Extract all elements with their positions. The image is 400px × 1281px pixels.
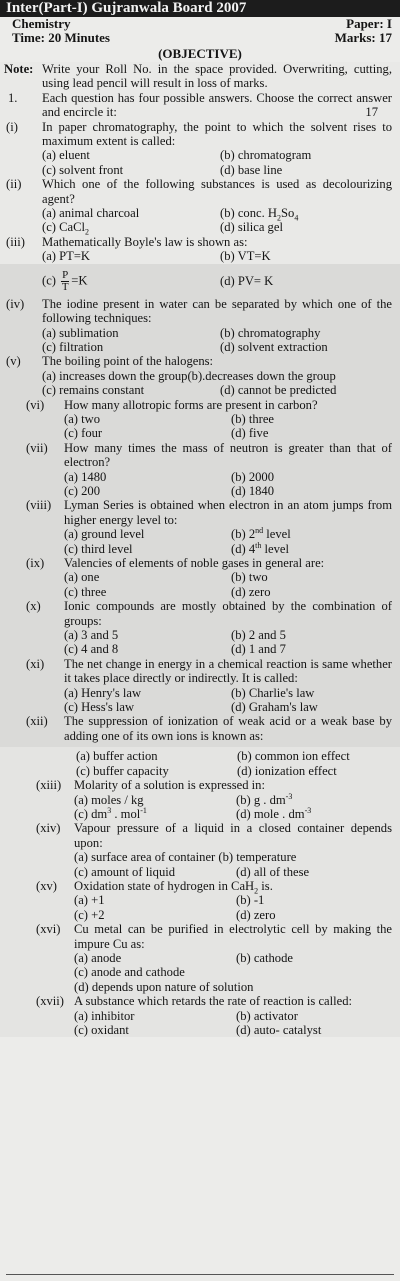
instruction-text: Each question has four possible answers. Choose the correct answer and encircle it: 17 — [42, 90, 392, 120]
option-c[interactable]: (c) +2 — [74, 907, 105, 922]
option-c[interactable]: (c) oxidant — [74, 1023, 129, 1037]
header-row-1 — [0, 17, 400, 31]
header-row-2 — [0, 31, 400, 45]
option-a[interactable]: (a) two — [64, 411, 101, 426]
time-label: Time: 20 Minutes — [12, 30, 110, 45]
question-text: The suppression of ionization of weak acid or a weak base by adding one of its own ions is known as: — [64, 714, 392, 743]
option-d[interactable]: (d) 1 and 7 — [231, 642, 286, 657]
option-d[interactable]: (d) all of these — [236, 864, 310, 879]
question-text: Lyman Series is obtained when electron in an atom jumps from higher energy level to: — [64, 498, 392, 527]
question-11 — [0, 657, 400, 715]
question-6 — [0, 398, 400, 441]
option-d[interactable]: (d) ionization effect — [237, 763, 337, 778]
question-number: (xii) — [26, 714, 48, 729]
option-d[interactable]: (d) auto- catalyst — [236, 1023, 322, 1037]
option-c[interactable]: (c) 4 and 8 — [64, 642, 119, 657]
question-8 — [0, 498, 400, 556]
option-b[interactable]: (b) common ion effect — [237, 749, 350, 764]
bottom-rule — [6, 1274, 394, 1275]
note-label: Note: — [4, 62, 34, 76]
question-number: (v) — [6, 354, 21, 369]
option-c[interactable]: (c) $dm^3$ . mol$^{-1}$ — [74, 805, 147, 821]
option-d[interactable]: (d) base line — [220, 162, 283, 177]
question-number: (vi) — [26, 397, 45, 412]
question-number: (xv) — [36, 878, 57, 893]
option-a[interactable]: (a) moles / kg — [74, 792, 144, 807]
option-c[interactable]: (c) three — [64, 584, 107, 599]
option-a-b[interactable]: (a) surface area of container (b) temperature — [74, 850, 297, 865]
option-c[interactable]: (c) four — [64, 426, 103, 441]
question-text: Mathematically Boyle's law is shown as: — [42, 234, 248, 249]
board-banner: Inter(Part-I) Gujranwala Board 2007 — [0, 0, 400, 17]
option-a[interactable]: (a) animal charcoal — [42, 206, 140, 221]
question-16 — [0, 922, 400, 994]
band-middle — [0, 264, 400, 748]
question-2 — [0, 177, 400, 235]
question-number: (vii) — [26, 440, 48, 455]
question-9 — [0, 556, 400, 599]
question-number: (xvi) — [36, 922, 61, 937]
option-b[interactable]: (b) chromatography — [220, 325, 321, 340]
option-d[interactable]: (d) depends upon nature of solution — [74, 979, 254, 994]
option-a[interactable]: (a) Henry's law — [64, 685, 142, 700]
option-b[interactable]: (b) 2nd level — [231, 526, 291, 542]
question-15 — [0, 879, 400, 922]
question-text: Molarity of a solution is expressed in: — [74, 778, 265, 793]
question-7 — [0, 441, 400, 499]
question-number: (viii) — [26, 498, 52, 513]
option-b[interactable]: (b) -1 — [236, 893, 265, 908]
option-d[interactable]: (d) zero — [231, 584, 271, 599]
question-1 — [0, 120, 400, 178]
question-text: Oxidation state of hydrogen in CaH$_2$ is. — [74, 878, 273, 896]
option-c[interactable]: (c) filtration — [42, 339, 104, 354]
question-text: Cu metal can be purified in electrolytic cell by making the impure Cu as: — [74, 922, 392, 951]
option-c[interactable]: (c) 200 — [64, 483, 101, 498]
option-a[interactable]: (a) buffer action — [76, 749, 158, 764]
question-12-options — [0, 749, 400, 778]
option-a[interactable]: (a) eluent — [42, 148, 90, 163]
option-d[interactable]: (d) 1840 — [231, 483, 275, 498]
option-c[interactable]: (c) remains constant — [42, 383, 145, 398]
option-c[interactable]: (c) amount of liquid — [74, 864, 176, 879]
option-c[interactable]: (c) $\frac{P}{T}$ =K — [42, 269, 88, 294]
question-text: The boiling point of the halogens: — [42, 354, 214, 369]
option-c[interactable]: (c) buffer capacity — [76, 763, 169, 778]
question-number: (ii) — [6, 177, 22, 192]
option-d[interactable]: (d) mole . $dm^{-3}$ — [236, 805, 312, 821]
question-14 — [0, 821, 400, 879]
p-over-t-fraction: $\frac{P}{T}$ — [61, 269, 69, 294]
note-text: Write your Roll No. in the space provided. Overwriting, cutting, using lead pencil will result in loss of marks. — [42, 62, 392, 91]
option-a[interactable]: (a) sublimation — [42, 325, 119, 340]
option-b[interactable]: (b) cathode — [236, 950, 293, 965]
option-c[interactable]: (c) CaCl$_2$ — [42, 220, 90, 237]
question-text: In paper chromatography, the point to which the solvent rises to maximum extent is called: — [42, 119, 392, 149]
option-a[interactable]: (a) ground level — [64, 527, 145, 542]
paper-label: Paper: I — [346, 16, 392, 31]
question-text: The net change in energy in a chemical reaction is same whether it takes place directly or indirectly. It is called: — [64, 656, 392, 686]
question-3 — [0, 235, 400, 264]
option-d[interactable]: (d) PV= K — [220, 274, 274, 289]
option-b[interactable]: (b) 2000 — [231, 469, 275, 484]
option-b[interactable]: (b) three — [231, 411, 275, 426]
question-number: (xiv) — [36, 821, 61, 836]
option-a[interactable]: (a) inhibitor — [74, 1008, 135, 1023]
option-b[interactable]: (b) Charlie's law — [231, 685, 315, 700]
question-text: A substance which retards the rate of reaction is called: — [74, 994, 353, 1009]
question-number: (iv) — [6, 296, 25, 311]
question-12 — [0, 714, 400, 747]
question-number: (i) — [6, 119, 18, 134]
option-a[interactable]: (a) anode — [74, 950, 122, 965]
option-b[interactable]: (b) conc. $H_2So_4$ — [220, 206, 299, 223]
option-c[interactable]: (c) Hess's law — [64, 700, 135, 715]
section-title: (OBJECTIVE) — [158, 46, 242, 61]
question-text: Vapour pressure of a liquid in a closed container depends upon: — [74, 821, 392, 850]
option-a[interactable]: (a) PT=K — [42, 249, 91, 264]
question-number: (iii) — [6, 234, 25, 249]
option-c[interactable]: (c) third level — [64, 541, 133, 556]
question-text: How many times the mass of neutron is greater than that of electron? — [64, 440, 392, 470]
band-bottom — [0, 747, 400, 1037]
option-b[interactable]: (b) two — [231, 570, 268, 585]
option-a[interactable]: (a) +1 — [74, 893, 105, 908]
question-text: Ionic compounds are mostly obtained by the combination of groups: — [64, 599, 392, 628]
question-4 — [0, 297, 400, 355]
option-a[interactable]: (a) 1480 — [64, 469, 107, 484]
instruction-marks: 17 — [365, 105, 378, 120]
question-number: (x) — [26, 599, 41, 614]
option-d[interactable]: (d) 4th level — [231, 540, 289, 556]
marks-label: Marks: 17 — [334, 30, 392, 45]
question-3-options-cd — [0, 267, 400, 297]
question-10 — [0, 599, 400, 657]
option-c[interactable]: (c) solvent front — [42, 162, 124, 177]
question-text: How many allotropic forms are present in carbon? — [64, 397, 318, 412]
question-text: Valencies of elements of noble gases in general are: — [64, 556, 325, 570]
instruction-number: 1. — [8, 90, 18, 105]
note-block — [0, 62, 400, 91]
option-d[interactable]: (d) Graham's law — [231, 700, 318, 715]
question-13 — [0, 778, 400, 821]
option-b[interactable]: (b) VT=K — [220, 249, 271, 264]
option-a[interactable]: (a) 3 and 5 — [64, 628, 119, 643]
question-text: Which one of the following substances is used as decolourizing agent? — [42, 177, 392, 206]
question-17 — [0, 994, 400, 1037]
option-b[interactable]: (b) activator — [236, 1008, 298, 1023]
option-d[interactable]: (d) cannot be predicted — [220, 383, 337, 398]
question-5 — [0, 354, 400, 397]
question-number: (xi) — [26, 656, 45, 671]
option-d[interactable]: (d) silica gel — [220, 220, 283, 235]
option-c[interactable]: (c) anode and cathode — [74, 965, 185, 980]
option-a[interactable]: (a) one — [64, 570, 100, 585]
question-text: The iodine present in water can be separated by which one of the following techniques: — [42, 296, 392, 326]
question-number: (ix) — [26, 556, 45, 570]
option-b[interactable]: (b) g . $dm^{-3}$ — [236, 791, 293, 807]
option-d[interactable]: (d) solvent extraction — [220, 339, 328, 354]
instruction-block — [0, 91, 400, 120]
option-b[interactable]: (b) chromatogram — [220, 148, 312, 163]
subject-label: Chemistry — [12, 16, 71, 31]
option-b[interactable]: (b) 2 and 5 — [231, 628, 286, 643]
question-number: (xiii) — [36, 778, 62, 793]
question-number: (xvii) — [36, 994, 64, 1009]
option-d[interactable]: (d) zero — [236, 907, 276, 922]
option-d[interactable]: (d) five — [231, 426, 269, 441]
option-a-b[interactable]: (a) increases down the group(b).decreases down the group — [42, 368, 336, 383]
band-top — [0, 62, 400, 264]
